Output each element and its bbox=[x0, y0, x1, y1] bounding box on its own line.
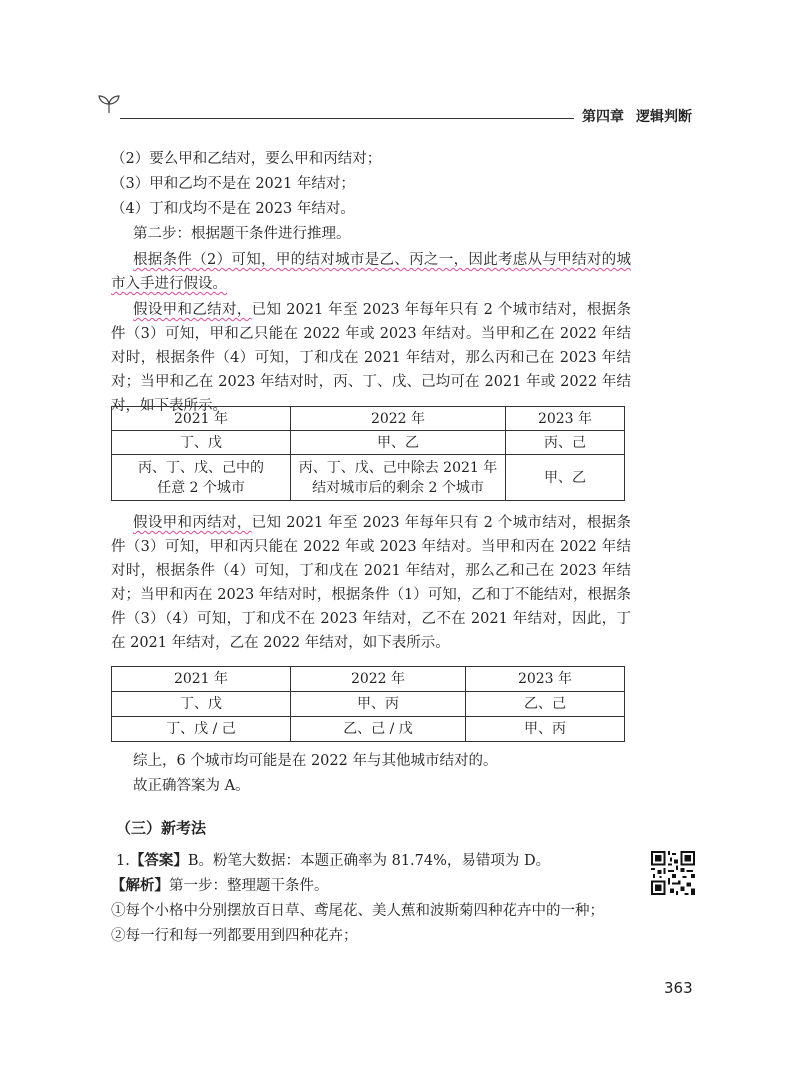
paragraph-text: 已知 2021 年至 2023 年每年只有 2 个城市结对，根据条件（3）可知，甲和丙只能在 2022 年或 2023 年结对。当甲和丙在 2022 年结对时，根据条件（4）可知，丁和戊在 2021 年结对，那么乙和己在 2023 年结对；当甲和丙在 2023 年结对时，根据条件（1）可知，乙和丁不能结对，根据条件（3）（4）可知，丁和戊不在 2023 年结对，乙不在 2021 年结对，因此，丁在 2021 年结对，乙在 2022 年结对，如下表所示。 bbox=[111, 515, 632, 651]
cell-line: 结对城市后的剩余 2 个城市 bbox=[312, 479, 484, 496]
condition-3: （3）甲和乙均不是在 2021 年结对； bbox=[111, 176, 355, 192]
table-cell bbox=[112, 455, 291, 501]
condition-4: （4）丁和戊均不是在 2023 年结对。 bbox=[111, 201, 355, 217]
condition-2: （2）要么甲和乙结对，要么甲和丙结对； bbox=[111, 151, 382, 167]
answer-label: 【答案】 bbox=[129, 853, 188, 869]
table-header-cell: 2023 年 bbox=[506, 407, 625, 431]
table-cell: 丁、戊 bbox=[112, 431, 291, 455]
table-header-cell: 2021 年 bbox=[112, 667, 291, 692]
cell-line: 任意 2 个城市 bbox=[157, 479, 245, 496]
question-answer bbox=[116, 849, 550, 873]
highlighted-text: 假设甲和丙结对， bbox=[133, 515, 252, 531]
table-header-cell: 2022 年 bbox=[291, 407, 506, 431]
answer-line: 故正确答案为 A。 bbox=[133, 778, 250, 794]
table-header-cell: 2021 年 bbox=[112, 407, 291, 431]
table-cell: 丁、戊 / 己 bbox=[112, 717, 291, 742]
paragraph-case-bing bbox=[111, 511, 631, 655]
table-cell: 甲、乙 bbox=[291, 431, 506, 455]
paragraph-case-yi bbox=[111, 298, 631, 418]
section-title: （三）新考法 bbox=[116, 819, 207, 837]
highlighted-text: 假设甲和乙结对， bbox=[133, 302, 252, 318]
table-cell: 甲、丙 bbox=[291, 692, 466, 717]
cell-line: 丙、丁、戊、己中除去 2021 年 bbox=[298, 459, 498, 476]
question-analysis bbox=[111, 874, 329, 898]
table-cell: 丁、戊 bbox=[112, 692, 291, 717]
table-cell: 甲、乙 bbox=[506, 455, 625, 501]
analysis-item: ①每个小格中分别摆放百日草、鸢尾花、美人蕉和波斯菊四种花卉中的一种； bbox=[111, 903, 604, 919]
table-case-yi bbox=[111, 406, 625, 501]
table-case-bing bbox=[111, 666, 625, 742]
analysis-label: 【解析】 bbox=[111, 878, 169, 894]
cell-line: 丙、丁、戊、己中的 bbox=[138, 459, 264, 476]
table-header-cell: 2023 年 bbox=[466, 667, 625, 692]
sprout-icon bbox=[96, 92, 122, 114]
table-cell: 乙、己 / 戊 bbox=[291, 717, 466, 742]
analysis-text: 第一步：整理题干条件。 bbox=[169, 878, 329, 894]
page-number: 363 bbox=[664, 979, 693, 997]
table-cell: 乙、己 bbox=[466, 692, 625, 717]
highlighted-text: 根据条件（2）可知，甲的结对城市是乙、丙之一，因此考虑从与甲结对的城市入手进行假设。 bbox=[111, 252, 631, 292]
paragraph-hypothesis-intro bbox=[111, 248, 631, 296]
question-number: 1. bbox=[116, 853, 130, 869]
chapter-number: 第四章 bbox=[582, 109, 624, 125]
table-header-cell: 2022 年 bbox=[291, 667, 466, 692]
table-cell: 甲、丙 bbox=[466, 717, 625, 742]
table-cell bbox=[291, 455, 506, 501]
chapter-title: 逻辑判断 bbox=[636, 109, 692, 125]
table-cell: 丙、己 bbox=[506, 431, 625, 455]
paragraph-text: 已知 2021 年至 2023 年每年只有 2 个城市结对，根据条件（3）可知，甲和乙只能在 2022 年或 2023 年结对。当甲和乙在 2022 年结对时，根据条件（4）可知，丁和戊在 2021 年结对，那么丙和己在 2023 年结对；当甲和乙在 2023 年结对时，丙、丁、戊、己均可在 2021 年或 2022 年结对，如下表所示。 bbox=[111, 302, 632, 414]
step-2-heading: 第二步：根据题干条件进行推理。 bbox=[133, 226, 351, 242]
analysis-item: ②每一行和每一列都要用到四种花卉； bbox=[111, 928, 358, 944]
answer-text: B。粉笔大数据：本题正确率为 81.74%，易错项为 D。 bbox=[187, 853, 551, 869]
header-rule bbox=[120, 118, 574, 119]
chapter-header bbox=[582, 106, 692, 126]
summary-text: 综上，6 个城市均可能是在 2022 年与其他城市结对的。 bbox=[133, 753, 498, 769]
qr-code-icon[interactable] bbox=[651, 851, 695, 895]
